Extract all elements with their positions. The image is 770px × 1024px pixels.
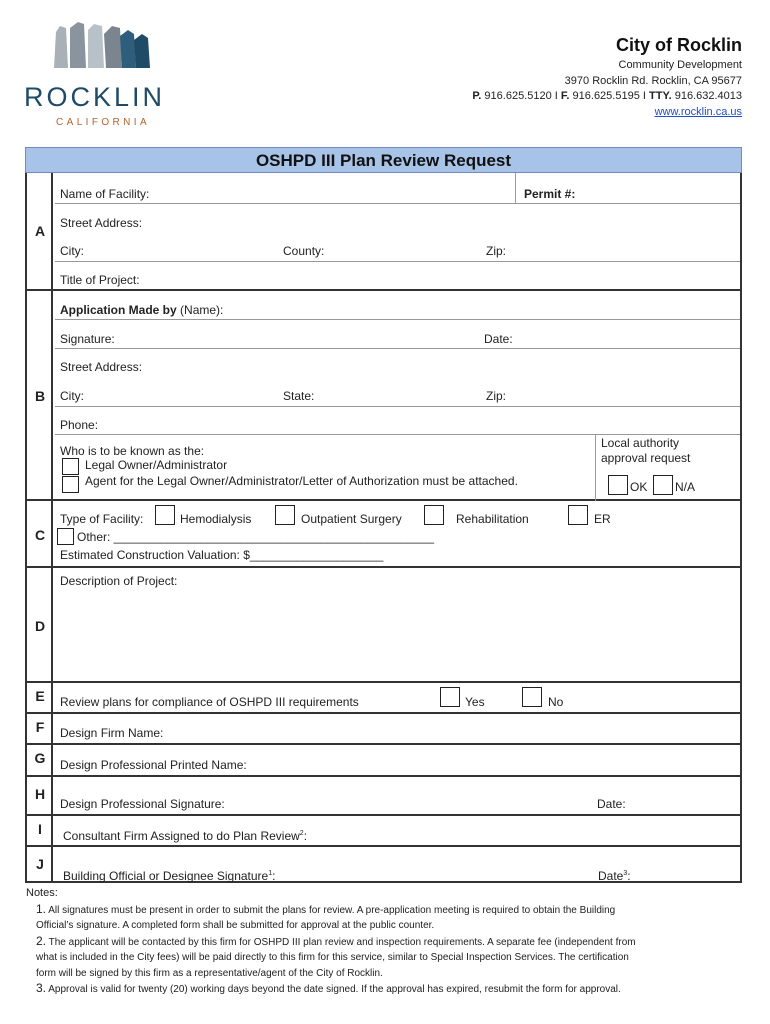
- section-i: [27, 816, 740, 847]
- tty-number: 916.632.4013: [674, 90, 742, 102]
- section-letter: G: [34, 750, 46, 766]
- section-letter: I: [38, 821, 42, 837]
- yes-label: Yes: [465, 695, 485, 709]
- separator: I: [642, 90, 646, 102]
- separator: I: [554, 90, 558, 102]
- rehabilitation-checkbox[interactable]: [424, 505, 444, 525]
- outpatient-surgery-label: Outpatient Surgery: [301, 512, 402, 526]
- note-2: 2. The applicant will be contacted by this firm for OSHPD III plan review and inspection requirements. A separate fee (independent from: [36, 933, 636, 948]
- na-label: N/A: [675, 480, 696, 494]
- known-as-label: Who is to be known as the:: [60, 444, 205, 458]
- date-field[interactable]: Date$^3$:: [598, 869, 631, 883]
- date-field[interactable]: Date:: [484, 332, 513, 346]
- project-title-field[interactable]: Title of Project:: [60, 273, 140, 287]
- er-checkbox[interactable]: [568, 505, 588, 525]
- printed-name-field[interactable]: Design Professional Printed Name:: [60, 758, 247, 772]
- section-letter: F: [35, 719, 45, 735]
- phone-label: P.: [472, 90, 482, 102]
- zip-field[interactable]: Zip:: [486, 389, 507, 403]
- tty-label: TTY.: [649, 90, 672, 102]
- owner-label: Legal Owner/Administrator: [85, 458, 228, 472]
- phone-field[interactable]: Phone:: [60, 418, 99, 432]
- other-field[interactable]: Other: ________________________________________________: [77, 530, 435, 544]
- form-table: [25, 173, 742, 883]
- zip-field[interactable]: Zip:: [486, 244, 507, 258]
- contact-block: [472, 32, 742, 120]
- ok-checkbox[interactable]: [608, 475, 628, 495]
- no-label: No: [548, 695, 564, 709]
- date-field[interactable]: Date:: [597, 797, 626, 811]
- section-letter: J: [36, 856, 44, 872]
- rocklin-logo: [24, 20, 186, 132]
- section-h: [27, 777, 740, 816]
- er-label: ER: [594, 512, 611, 526]
- hemodialysis-checkbox[interactable]: [155, 505, 175, 525]
- section-letter: E: [35, 688, 45, 704]
- official-signature-field[interactable]: Building Official or Designee Signature$^1$:: [63, 869, 276, 883]
- design-signature-field[interactable]: Design Professional Signature:: [60, 797, 225, 811]
- description-field[interactable]: Description of Project:: [60, 574, 178, 588]
- note-1: 1. All signatures must be present in order to submit the plans for review. A pre-application meeting is required to obtain the Building: [36, 901, 616, 916]
- section-letter: D: [34, 618, 46, 634]
- section-d: [27, 568, 740, 683]
- section-a: [27, 173, 740, 291]
- agent-label: Agent for the Legal Owner/Administrator/Letter of Authorization must be attached.: [85, 474, 518, 488]
- ok-label: OK: [630, 480, 648, 494]
- logo-state: CALIFORNIA: [56, 117, 151, 128]
- section-c: [27, 501, 740, 568]
- outpatient-surgery-checkbox[interactable]: [275, 505, 295, 525]
- agent-checkbox[interactable]: [62, 476, 79, 493]
- note-3: 3. Approval is valid for twenty (20) working days beyond the date signed. If the approval has expired, resubmit the form for approval.: [36, 981, 621, 995]
- section-letter: A: [34, 223, 46, 239]
- hemodialysis-label: Hemodialysis: [180, 512, 252, 526]
- consultant-firm-field[interactable]: Consultant Firm Assigned to do Plan Review$^2$:: [63, 829, 308, 843]
- note-1-cont: Official’s signature. A completed form shall be submitted for approval at the public counter.: [36, 920, 435, 931]
- review-label: Review plans for compliance of OSHPD III requirements: [60, 695, 359, 709]
- na-checkbox[interactable]: [653, 475, 673, 495]
- signature-field[interactable]: Signature:: [60, 332, 115, 346]
- street-address-field[interactable]: Street Address:: [60, 216, 143, 230]
- state-field[interactable]: State:: [283, 389, 315, 403]
- rock-formation-icon: [24, 20, 186, 82]
- section-letter: H: [34, 786, 46, 802]
- note-2-cont-2: form will be signed by this firm as a representative/agent of the City of Rocklin.: [36, 967, 383, 979]
- logo-wordmark: ROCKLIN: [24, 82, 166, 112]
- other-checkbox[interactable]: [57, 528, 74, 545]
- section-letter: C: [34, 527, 46, 543]
- city-field[interactable]: City:: [60, 389, 84, 403]
- permit-field[interactable]: Permit #:: [524, 187, 576, 201]
- rehabilitation-label: Rehabilitation: [456, 512, 529, 526]
- section-f: [27, 714, 740, 745]
- design-firm-field[interactable]: Design Firm Name:: [60, 726, 164, 740]
- section-g: [27, 745, 740, 777]
- street-address-field[interactable]: Street Address:: [60, 360, 143, 374]
- section-j: [27, 847, 740, 883]
- local-authority-label: Local authority: [601, 436, 680, 450]
- form-title: OSHPD III Plan Review Request: [25, 147, 742, 173]
- yes-checkbox[interactable]: [440, 687, 460, 707]
- county-field[interactable]: County:: [283, 244, 325, 258]
- facility-type-label: Type of Facility:: [60, 512, 144, 526]
- city-field[interactable]: City:: [60, 244, 84, 258]
- local-authority-label-2: approval request: [601, 451, 691, 465]
- section-letter: B: [34, 388, 46, 404]
- facility-name-field[interactable]: Name of Facility:: [60, 187, 150, 201]
- phone-number: 916.625.5120: [484, 90, 552, 102]
- no-checkbox[interactable]: [522, 687, 542, 707]
- applicant-name-field[interactable]: Application Made by (Name):: [60, 303, 224, 317]
- phone-line: [472, 89, 742, 105]
- notes-header: Notes:: [26, 887, 58, 899]
- section-b: [27, 291, 740, 501]
- owner-checkbox[interactable]: [62, 458, 79, 475]
- address: 3970 Rocklin Rd. Rocklin, CA 95677: [564, 74, 742, 87]
- fax-label: F.: [560, 90, 570, 102]
- valuation-field[interactable]: Estimated Construction Valuation: $____________________: [60, 548, 384, 562]
- city-name: City of Rocklin: [615, 35, 742, 55]
- notes-section: [26, 886, 726, 998]
- fax-number: 916.625.5195: [572, 90, 640, 102]
- website-link[interactable]: www.rocklin.ca.us: [654, 105, 742, 118]
- note-2-cont: what is included in the City fees) will be paid directly to this firm for this service, similar to Special Inspection Services. The certification: [36, 952, 629, 963]
- department: Community Development: [618, 59, 742, 71]
- section-e: [27, 683, 740, 714]
